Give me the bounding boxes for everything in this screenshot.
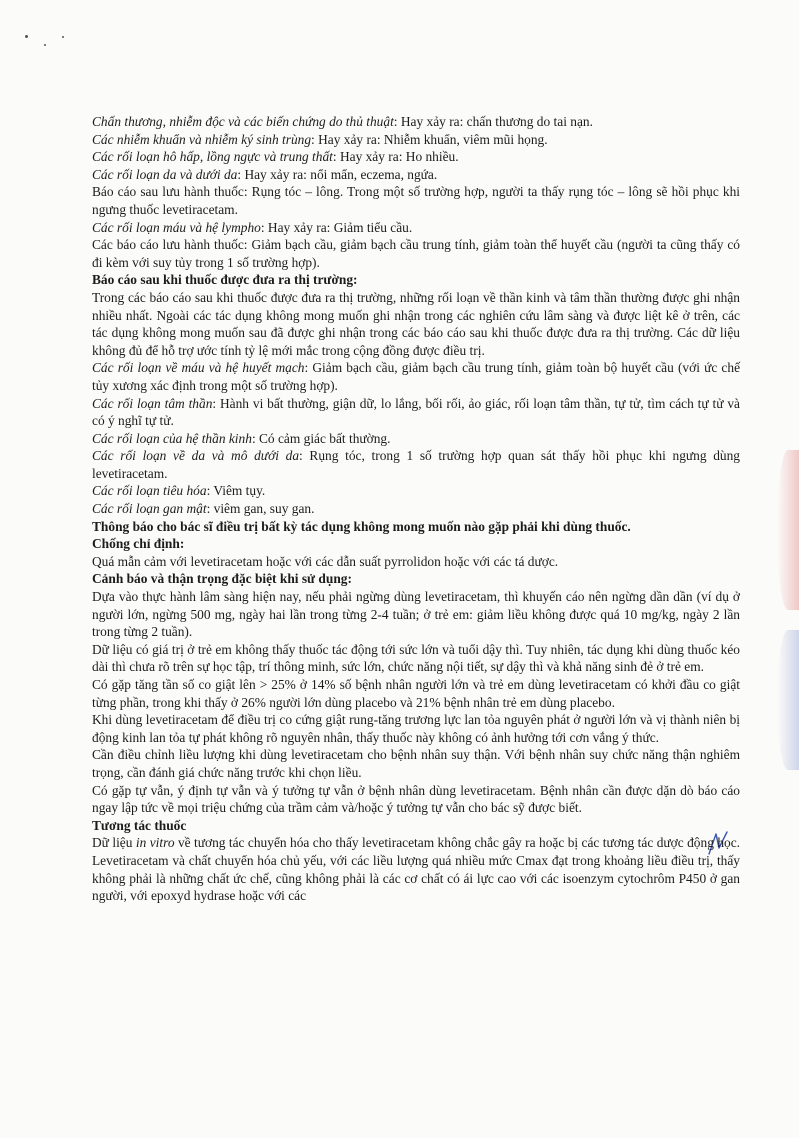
scan-speck	[62, 36, 64, 38]
paragraph: Có gặp tự vẫn, ý định tự vẫn và ý tưởng tự vẫn ở bệnh nhân dùng levetiracetam. Bệnh nhân cần được dặn dò báo cáo ngay lập tức về mọi triệu chứng của trầm cảm và/hoặc ý tưởng tự vẫn cho bác sỹ được biết.	[92, 782, 740, 816]
entry-category: Các rối loạn gan mật	[92, 501, 207, 517]
entry-text: : Hay xảy ra: Ho nhiều.	[332, 149, 459, 165]
entry-category: Các rối loạn máu và hệ lympho	[92, 219, 261, 235]
entry-text: : Hay xảy ra: chấn thương do tai nạn.	[393, 114, 593, 129]
paragraph: Dữ liệu có giá trị ở trẻ em không thấy thuốc tác động tới sức lớn và tuổi dậy thì. Tuy nhiên, tác dụng khi dùng thuốc kéo dài thì chưa rõ trên sự học tập, trí thông minh, sức lớn, chức năng nội tiết, sự dậy thì và khả năng sinh đẻ ở trẻ em.	[92, 641, 740, 675]
entry-text: : Hay xảy ra: Nhiễm khuẩn, viêm mũi họng.	[311, 131, 548, 147]
entry-category: Các rối loạn của hệ thần kinh	[92, 430, 252, 446]
adverse-effect-entry	[92, 500, 740, 518]
entry-category: Các rối loạn hô hấp, lồng ngực và trung thất	[92, 149, 333, 165]
paragraph: Có gặp tăng tần số co giật lên > 25% ở 14% số bệnh nhân người lớn và trẻ em dùng levetiracetam có khởi đầu co giật từng phần, trong khi thấy ở 26% người lớn dùng placebo và 21% bệnh nhân trẻ em dùng placebo.	[92, 677, 740, 710]
paragraph: Khi dùng levetiracetam để điều trị co cứng giật rung-tăng trương lực lan tỏa nguyên phát ở người lớn và vị thành niên bị động kinh lan tỏa tự phát không rõ nguyên nhân, thấy thuốc này không có ảnh hưởng tới cơn vắng ý thức.	[92, 712, 740, 745]
paragraph: Báo cáo sau lưu hành thuốc: Rụng tóc – lông. Trong một số trường hợp, người ta thấy rụng tóc – lông sẽ hồi phục khi ngưng thuốc levetiracetam.	[92, 184, 740, 217]
entry-text: : Rụng tóc, trong 1 số trường hợp quan sát thấy hồi phục khi ngưng dùng levetiracetam.	[92, 448, 740, 481]
paragraph: Dựa vào thực hành lâm sàng hiện nay, nếu phải ngừng dùng levetiracetam, thì khuyến cáo nên ngừng dần dần (ví dụ ở người lớn, ngừng 500 mg, ngày hai lần trong từng 2-4 tuần; ở trẻ em: giảm liều không được quá 10 mg/kg, ngày 2 lần trong từng 2 tuần).	[92, 589, 740, 640]
paragraph	[92, 834, 740, 904]
entry-category: Các nhiễm khuẩn và nhiễm ký sinh trùng	[92, 131, 312, 147]
entry-text: : Hành vi bất thường, giận dữ, lo lắng, bối rối, ảo giác, rối loạn tâm thần, tự tử, tìm cách tự tử và có ý nghĩ tự tử.	[92, 395, 740, 429]
section-heading: Chống chỉ định:	[92, 536, 185, 552]
entry-category: Các rối loạn tâm thần	[92, 395, 213, 411]
entry-category: Các rối loạn về máu và hệ huyết mạch	[92, 360, 305, 376]
entry-text: : Có cảm giác bất thường.	[251, 430, 391, 446]
document-body	[92, 113, 740, 905]
paragraph: Cần điều chỉnh liều lượng khi dùng levetiracetam cho bệnh nhân suy thận. Với bệnh nhân suy chức năng thận nghiêm trọng, cần đánh giá chức năng trước khi chọn liều.	[92, 747, 740, 780]
section-heading: Tương tác thuốc	[92, 817, 187, 833]
entry-text: : Giảm bạch cầu, giảm bạch cầu trung tính, giảm toàn bộ huyết cầu (với ức chế tủy xương xác định trong một số trường hợp).	[92, 360, 741, 393]
adverse-effect-entry	[92, 148, 740, 166]
blue-stamp-edge	[777, 630, 799, 770]
in-vitro-term: in vitro	[135, 835, 175, 851]
entry-category: Các rối loạn về da và mô dưới da	[92, 448, 300, 464]
scan-speck	[44, 44, 46, 46]
adverse-effect-entry	[92, 482, 740, 500]
adverse-effect-entry	[92, 166, 740, 184]
entry-category: Các rối loạn tiêu hóa	[92, 483, 207, 499]
adverse-effect-entry	[92, 131, 740, 149]
entry-text: : viêm gan, suy gan.	[206, 501, 315, 517]
entry-text: : Hay xảy ra: nổi mẩn, eczema, ngứa.	[237, 166, 438, 182]
adverse-effect-entry	[92, 113, 740, 131]
entry-category: Chấn thương, nhiễm độc và các biến chứng do thủ thuật	[92, 114, 394, 129]
paragraph: Các báo cáo lưu hành thuốc: Giảm bạch cầu, giảm bạch cầu trung tính, giảm toàn thể huyết cầu (người ta cũng thấy có đi kèm với suy tủy trong 1 số trường hợp).	[92, 237, 740, 270]
adverse-effect-entry	[92, 395, 740, 430]
adverse-effect-entry	[92, 219, 740, 237]
adverse-effect-entry	[92, 447, 740, 482]
section-heading: Cảnh báo và thận trọng đặc biệt khi sử dụng:	[92, 571, 352, 587]
paragraph-prefix: Dữ liệu	[92, 835, 136, 851]
red-stamp-edge	[777, 450, 799, 610]
entry-text: : Viêm tụy.	[206, 483, 266, 499]
paragraph-text: về tương tác chuyển hóa cho thấy levetiracetam không chắc gây ra hoặc bị các tương tác dược động học. Levetiracetam và chất chuyển hóa chủ yếu, với các liều lượng quá nhiều mức Cmax đạt trong khoảng liều điều trị, thấy không phải là những chất ức chế, cũng không phải là các cơ chất có ái lực cao với các isoenzym cytochrôm P450 ở gan người, với epoxyd hydrase hoặc với các	[92, 835, 741, 904]
paragraph: Quá mẫn cảm với levetiracetam hoặc với các dẫn suất pyrrolidon hoặc với các tá dược.	[92, 553, 559, 569]
entry-text: : Hay xảy ra: Giảm tiểu cầu.	[260, 219, 413, 235]
adverse-effect-entry	[92, 359, 740, 394]
paragraph: Trong các báo cáo sau khi thuốc được đưa ra thị trường, những rối loạn về thần kinh và tâm thần thường được ghi nhận nhiều nhất. Ngoài các tác dụng không mong muốn ghi nhận trong các nghiên cứu lâm sàng và được liệt kê ở trên, các tác dụng không mong muốn sau đã được ghi nhận trong các báo cáo sau khi thuốc được đưa ra thị trường. Các dữ liệu không đủ để hỗ trợ ước tính tỷ lệ mới mắc trong cộng đồng được điều trị.	[92, 289, 740, 358]
entry-category: Các rối loạn da và dưới da	[92, 166, 238, 182]
adverse-effect-entry	[92, 430, 740, 448]
section-heading: Báo cáo sau khi thuốc được đưa ra thị trường:	[92, 272, 358, 288]
scan-speck	[25, 35, 28, 38]
section-heading: Thông báo cho bác sĩ điều trị bất kỳ tác dụng không mong muốn nào gặp phải khi dùng thuốc.	[92, 518, 631, 534]
